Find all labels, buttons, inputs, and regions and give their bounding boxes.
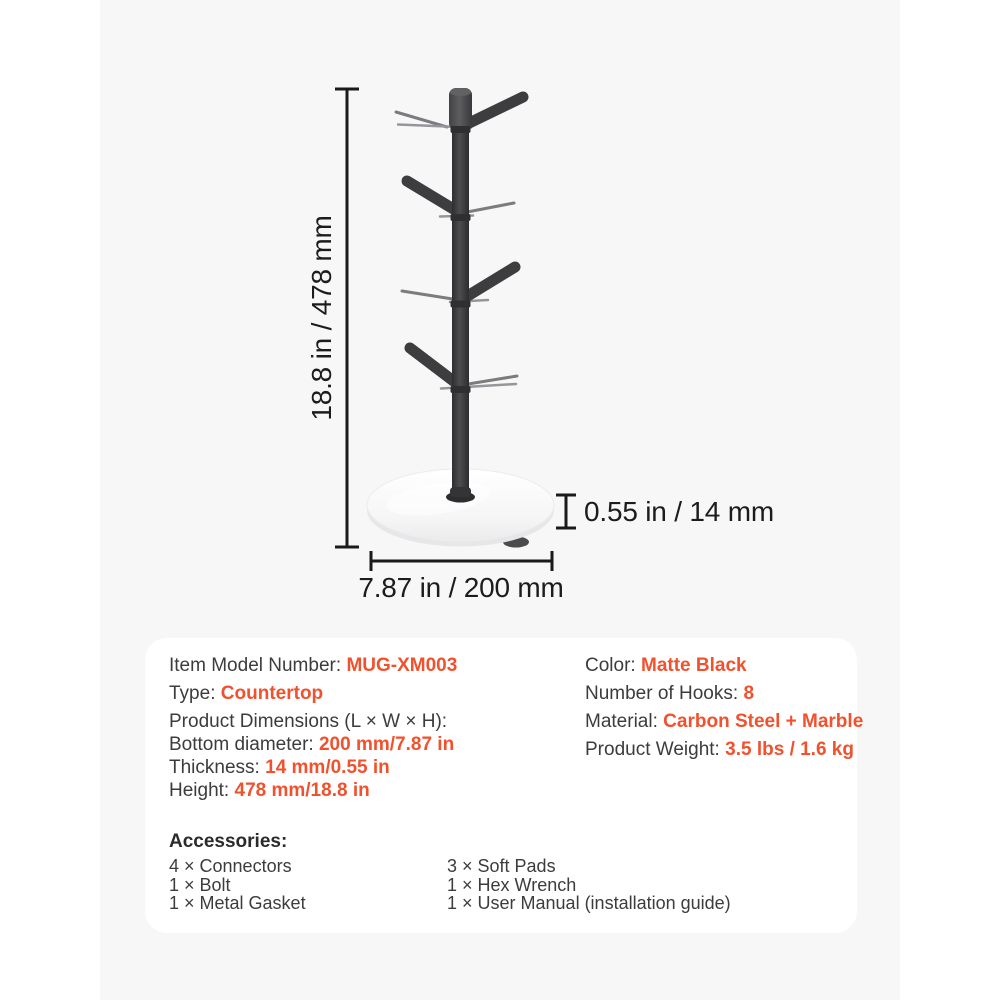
spec-panel <box>145 638 864 933</box>
spec-dimensions-group <box>169 710 569 802</box>
spec-label: Number of Hooks: <box>585 683 739 704</box>
spec-label: Bottom diameter: <box>169 734 314 755</box>
spec-value: 8 <box>743 683 755 704</box>
height-dimension-label: 18.8 in / 478 mm <box>306 215 337 421</box>
pole-top-cap <box>449 88 472 130</box>
spec-value: 3.5 lbs / 1.6 kg <box>725 739 854 760</box>
spec-thickness <box>169 756 569 779</box>
spec-value: Carbon Steel + Marble <box>663 711 864 732</box>
accessory-item: 1 × Bolt <box>169 874 231 895</box>
spec-label: Height: <box>169 780 230 801</box>
accessories-column-2 <box>447 857 731 913</box>
accessories-heading: Accessories: <box>169 831 288 852</box>
spec-dimensions-heading: Product Dimensions (L × W × H): <box>169 711 448 732</box>
accessory-item: 4 × Connectors <box>169 856 292 876</box>
spec-label: Thickness: <box>169 757 260 778</box>
spec-type <box>169 682 569 706</box>
accessories-column-1 <box>169 857 447 913</box>
spec-label: Color: <box>585 655 636 676</box>
accessory-item: 3 × Soft Pads <box>447 856 556 876</box>
spec-label: Product Weight: <box>585 739 720 760</box>
accessory-item: 1 × User Manual (installation guide) <box>447 893 731 913</box>
spec-height <box>169 779 569 802</box>
spec-value: Matte Black <box>641 655 747 676</box>
spec-column-left <box>169 654 569 802</box>
accessory-item: 1 × Metal Gasket <box>169 893 306 913</box>
base-thickness-dimension-label: 0.55 in / 14 mm <box>584 496 774 527</box>
accessories-columns <box>169 857 731 913</box>
spec-value: 478 mm/18.8 in <box>234 780 370 801</box>
spec-column-right <box>585 654 864 766</box>
spec-label: Material: <box>585 711 658 732</box>
spec-hooks <box>585 682 845 706</box>
spec-value: Countertop <box>220 683 324 704</box>
spec-weight <box>585 738 854 762</box>
spec-bottom-diameter <box>169 733 569 756</box>
accessories-section <box>169 831 731 913</box>
spec-label: Type: <box>169 683 216 704</box>
spec-material <box>585 710 864 734</box>
pole <box>452 120 469 500</box>
spec-value: 200 mm/7.87 in <box>318 734 455 755</box>
spec-item-model <box>169 654 569 678</box>
spec-label: Item Model Number: <box>169 655 342 676</box>
spec-value: 14 mm/0.55 in <box>265 757 390 778</box>
spec-value: MUG-XM003 <box>346 655 458 676</box>
spec-color <box>585 654 845 678</box>
accessory-item: 1 × Hex Wrench <box>447 874 577 895</box>
base-diameter-dimension-label: 7.87 in / 200 mm <box>358 572 564 603</box>
